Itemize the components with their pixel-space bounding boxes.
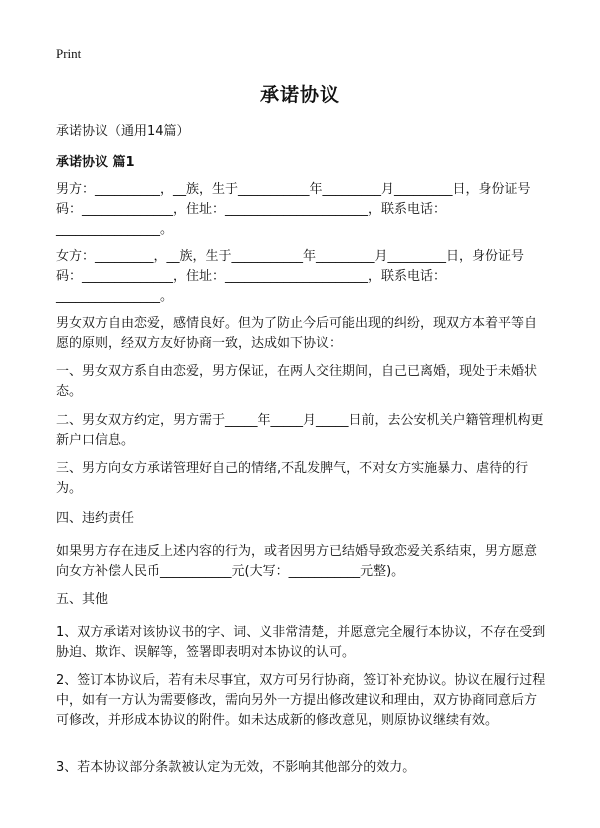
agreement-intro: 男女双方自由恋爱，感情良好。但为了防止今后可能出现的纠纷，现双方本着平等自愿的原则，经双方友好协商一致，达成如下协议： — [56, 316, 538, 351]
section-breach-heading: 四、违约责任 — [56, 511, 135, 526]
male-party-info: 男方：__________，__族，生于___________年_________月_________日，身份证号码：______________，住址：______________________，联系电话：________________。 — [56, 182, 531, 237]
section-other-heading: 五、其他 — [56, 592, 109, 607]
other-clause-1: 1、双方承诺对该协议书的字、词、义非常清楚，并愿意完全履行本协议，不存在受到胁迫、欺诈、误解等，签署即表明对本协议的认可。 — [56, 625, 546, 660]
clause-1: 一、男女双方系自由恋爱，男方保证，在两人交往期间，自己已离婚，现处于未婚状态。 — [56, 364, 538, 399]
clause-3: 三、男方向女方承诺管理好自己的情绪,不乱发脾气，不对女方实施暴力、虐待的行为。 — [56, 461, 529, 496]
print-link[interactable]: Print — [56, 46, 82, 61]
female-party-info: 女方：_________，__族，生于___________年_________月_________日，身份证号码：______________，住址：______________________，联系电话：________________。 — [56, 249, 525, 304]
document-title: 承诺协议 — [259, 84, 340, 106]
other-clause-3: 3、若本协议部分条款被认定为无效，不影响其他部分的效力。 — [56, 760, 416, 775]
breach-clause: 如果男方存在违反上述内容的行为，或者因男方已结婚导致恋爱关系结束，男方愿意向女方补偿人民币___________元(大写：___________元整)。 — [56, 544, 538, 579]
section-heading: 承诺协议 篇1 — [56, 155, 135, 170]
document-subtitle: 承诺协议（通用14篇） — [56, 124, 190, 139]
clause-2: 二、男女双方约定，男方需于_____年_____月_____日前，去公安机关户籍管理机构更新户口信息。 — [56, 413, 544, 448]
other-clause-2: 2、签订本协议后，若有未尽事宜，双方可另行协商，签订补充协议。协议在履行过程中，如有一方认为需要修改，需向另外一方提出修改建议和理由，双方协商同意后方可修改，并形成本协议的附件。如未达成新的修改意见，则原协议继续有效。 — [56, 673, 546, 728]
